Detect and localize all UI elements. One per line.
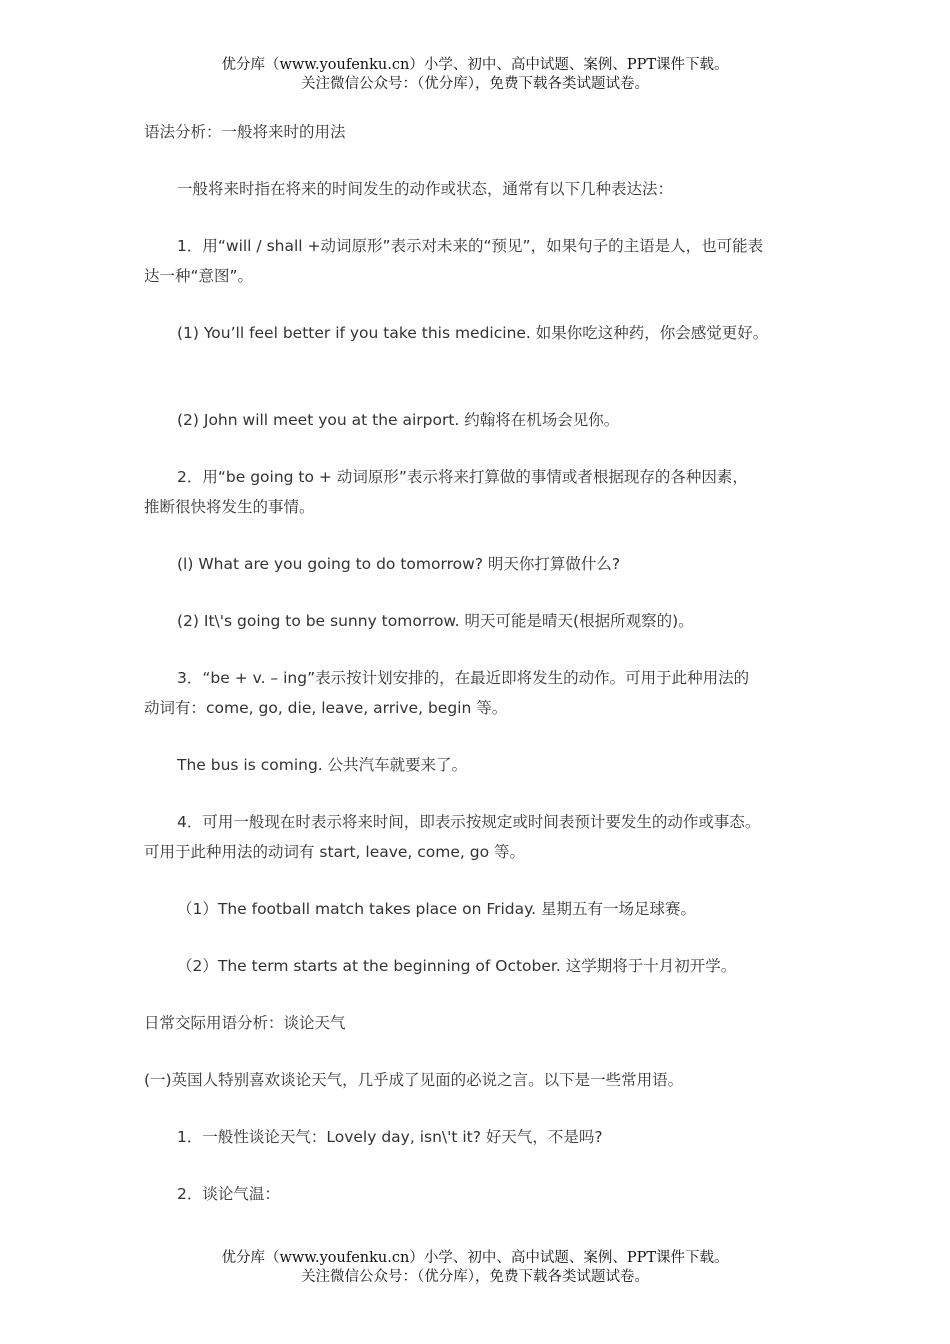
daily-section-title: 日常交际用语分析：谈论天气 [144,1014,346,1032]
page-footer [0,1249,950,1287]
point-4-line-2: 可用于此种用法的动词有 start, leave, come, go 等。 [144,843,526,861]
point-2-line-1: 2．用“be going to + 动词原形”表示将来打算做的事情或者根据现存的各种因素， [177,468,748,486]
daily-item-1: 1．一般性谈论天气：Lovely day, isn\'t it? 好天气，不是吗? [177,1128,603,1146]
example-4-2: （2）The term starts at the beginning of October. 这学期将于十月初开学。 [177,957,737,975]
document-body [144,117,816,1209]
example-1-2: (2) John will meet you at the airport. 约翰将在机场会见你。 [177,411,620,429]
point-1-line-1: 1．用“will / shall +动词原形”表示对未来的“预见”，如果句子的主语是人，也可能表 [177,237,764,255]
point-3-line-1: 3．“be + v. – ing”表示按计划安排的，在最近即将发生的动作。可用于此种用法的 [177,669,750,687]
point-4-line-1: 4．可用一般现在时表示将来时间，即表示按规定或时间表预计要发生的动作或事态。 [177,813,761,831]
page-header [0,56,950,94]
example-1-1: (1) You’ll feel better if you take this medicine. 如果你吃这种药，你会感觉更好。 [177,324,769,342]
header-line-1: 优分库（www.youfenku.cn）小学、初中、高中试题、案例、PPT课件下载。 [221,57,729,73]
grammar-intro: 一般将来时指在将来的时间发生的动作或状态，通常有以下几种表达法： [177,180,674,198]
footer-line-2: 关注微信公众号：（优分库），免费下载各类试题试卷。 [301,1269,649,1285]
point-3-line-2: 动词有：come, go, die, leave, arrive, begin 等。 [144,699,508,717]
point-1-line-2: 达一种“意图”。 [144,267,254,285]
example-2-1: (l) What are you going to do tomorrow? 明天你打算做什么? [177,555,621,573]
footer-line-1: 优分库（www.youfenku.cn）小学、初中、高中试题、案例、PPT课件下载。 [221,1250,729,1266]
example-4-1: （1）The football match takes place on Friday. 星期五有一场足球赛。 [177,900,696,918]
example-2-2: (2) It\'s going to be sunny tomorrow. 明天可能是晴天(根据所观察的)。 [177,612,694,630]
header-line-2: 关注微信公众号：（优分库），免费下载各类试题试卷。 [301,76,649,92]
daily-intro: (一)英国人特别喜欢谈论天气，几乎成了见面的必说之言。以下是一些常用语。 [144,1071,684,1089]
example-3-1: The bus is coming. 公共汽车就要来了。 [177,756,468,774]
daily-item-2: 2．谈论气温： [177,1185,280,1203]
point-2-line-2: 推断很快将发生的事情。 [144,498,315,516]
grammar-section-title: 语法分析：一般将来时的用法 [144,123,346,141]
